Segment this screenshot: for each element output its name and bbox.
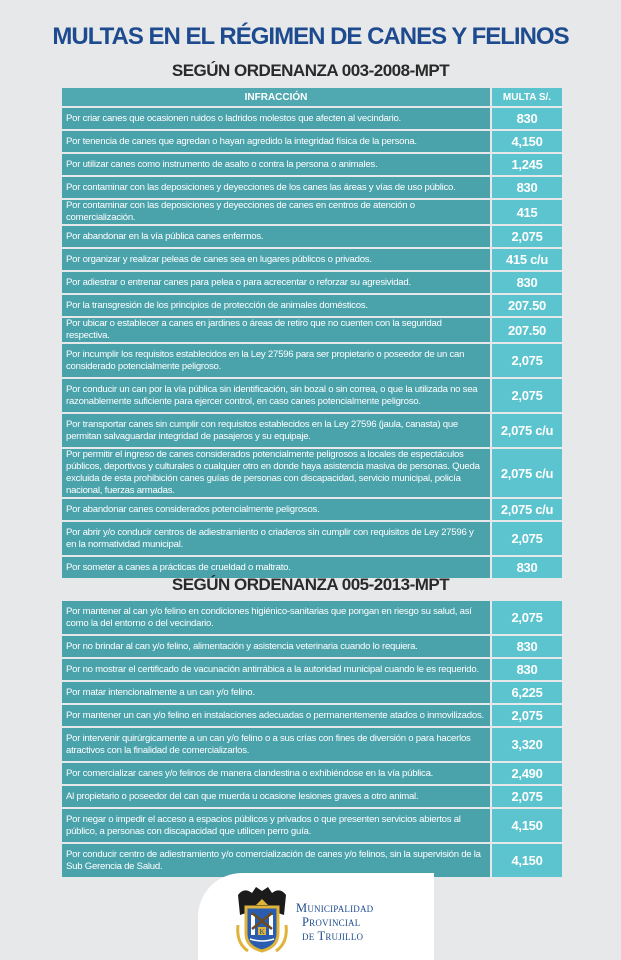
fine-amount: 415 — [491, 199, 563, 225]
table-row — [61, 635, 563, 658]
fine-amount: 1,245 — [491, 153, 563, 176]
infraction-text: Por matar intencionalmente a un can y/o felino. — [61, 681, 491, 704]
infraction-text: Por abrir y/o conducir centros de adiestramiento o criaderos sin cumplir con requisitos de Ley 27596 y en la normatividad municipal. — [61, 521, 491, 556]
fine-amount: 2,075 — [491, 600, 563, 635]
infraction-text: Por contaminar con las deposiciones y deyecciones de canes en centros de atención o comercialización. — [61, 199, 491, 225]
fine-amount: 2,075 — [491, 343, 563, 378]
table-row — [61, 448, 563, 498]
table-row — [61, 107, 563, 130]
fine-amount: 2,075 — [491, 378, 563, 413]
infraction-text: Por intervenir quirúrgicamente a un can y/o felino o a sus crías con fines de diversión o para hacerlos atractivos con la finalidad de comercializarlos. — [61, 727, 491, 762]
table-row — [61, 225, 563, 248]
logo-line1: Municipalidad — [296, 901, 374, 915]
fine-amount: 830 — [491, 556, 563, 579]
infraction-text: Por incumplir los requisitos establecidos en la Ley 27596 para ser propietario o poseedor de un can considerado potencialmente peligroso. — [61, 343, 491, 378]
table-row — [61, 176, 563, 199]
infraction-text: Por no brindar al can y/o felino, alimentación y asistencia veterinaria cuando lo requiera. — [61, 635, 491, 658]
infraction-text: Por comercializar canes y/o felinos de manera clandestina o exhibiéndose en la vía pública. — [61, 762, 491, 785]
table-row — [61, 521, 563, 556]
section2-heading — [0, 574, 621, 596]
fine-amount: 2,075 — [491, 704, 563, 727]
fine-amount: 207.50 — [491, 317, 563, 343]
infraction-text: Por conducir centro de adiestramiento y/o comercialización de canes y/o felinos, sin la supervisión de la Sub Gerencia de Salud. — [61, 843, 491, 878]
table-row — [61, 248, 563, 271]
fine-amount: 2,075 — [491, 225, 563, 248]
fine-amount: 830 — [491, 271, 563, 294]
section2-heading-text: SEGÚN ORDENANZA 005-2013-MPT — [171, 575, 450, 594]
coat-of-arms-icon — [234, 885, 290, 955]
table-row — [61, 785, 563, 808]
fines-table-2013 — [60, 599, 564, 879]
fine-amount: 830 — [491, 658, 563, 681]
infraction-text: Por mantener un can y/o felino en instalaciones adecuadas o permanentemente atados o inmovilizados. — [61, 704, 491, 727]
infraction-text: Por mantener al can y/o felino en condiciones higiénico-sanitarias que pongan en riesgo su salud, así como la del entorno o del vecindario. — [61, 600, 491, 635]
fine-amount: 415 c/u — [491, 248, 563, 271]
table-row — [61, 378, 563, 413]
infraction-text: Por tenencia de canes que agredan o hayan agredido la integridad física de la persona. — [61, 130, 491, 153]
fine-amount: 2,490 — [491, 762, 563, 785]
table-row — [61, 294, 563, 317]
table-row — [61, 762, 563, 785]
page-title-text: MULTAS EN EL RÉGIMEN DE CANES Y FELINOS — [52, 23, 569, 50]
logo-line3: de Trujillo — [302, 929, 364, 943]
page-title — [0, 22, 621, 52]
section1-heading — [0, 60, 621, 82]
column-header-infraccion: INFRACCIÓN — [61, 87, 491, 107]
logo-line2: Provincial — [302, 915, 361, 929]
fine-amount: 207.50 — [491, 294, 563, 317]
infraction-text: Por transportar canes sin cumplir con requisitos establecidos en la Ley 27596 (jaula, canasta) que permitan salvaguardar integridad de pasajeros y su equipaje. — [61, 413, 491, 448]
infraction-text: Por abandonar canes considerados potencialmente peligrosos. — [61, 498, 491, 521]
table-row — [61, 343, 563, 378]
infraction-text: Por la transgresión de los principios de protección de animales domésticos. — [61, 294, 491, 317]
table-row — [61, 130, 563, 153]
municipality-logo — [198, 873, 434, 960]
fine-amount: 3,320 — [491, 727, 563, 762]
infraction-text: Por negar o impedir el acceso a espacios públicos y privados o que presenten servicios abiertos al público, a personas con discapacidad que utilicen perro guía. — [61, 808, 491, 843]
fine-amount: 4,150 — [491, 843, 563, 878]
table-row — [61, 704, 563, 727]
fine-amount: 830 — [491, 635, 563, 658]
infraction-text: Por abandonar en la vía pública canes enfermos. — [61, 225, 491, 248]
fine-amount: 830 — [491, 176, 563, 199]
table-row — [61, 681, 563, 704]
table-row — [61, 413, 563, 448]
section1-heading-text: SEGÚN ORDENANZA 003-2008-MPT — [171, 61, 450, 80]
table-row — [61, 808, 563, 843]
fine-amount: 830 — [491, 107, 563, 130]
fine-amount: 4,150 — [491, 808, 563, 843]
table-row — [61, 271, 563, 294]
fines-table-2008 — [60, 86, 564, 580]
column-header-multa: MULTA S/. — [491, 87, 563, 107]
infraction-text: Por utilizar canes como instrumento de asalto o contra la persona o animales. — [61, 153, 491, 176]
crest-letter: K — [259, 928, 265, 936]
fine-amount: 4,150 — [491, 130, 563, 153]
table-row — [61, 317, 563, 343]
table-row — [61, 600, 563, 635]
fine-amount: 2,075 c/u — [491, 498, 563, 521]
infraction-text: Por ubicar o establecer a canes en jardines o áreas de retiro que no cuenten con la seguridad respectiva. — [61, 317, 491, 343]
infraction-text: Por conducir un can por la vía pública sin identificación, sin bozal o sin correa, o que la utilizada no sea razonablemente suficiente para ejercer control, en caso canes potencialmente peligroso. — [61, 378, 491, 413]
infraction-text: Por no mostrar el certificado de vacunación antirrábica a la autoridad municipal cuando le es requerido. — [61, 658, 491, 681]
fine-amount: 2,075 c/u — [491, 448, 563, 498]
table-row — [61, 498, 563, 521]
infraction-text: Por contaminar con las deposiciones y deyecciones de los canes las áreas y vías de uso público. — [61, 176, 491, 199]
table-row — [61, 727, 563, 762]
infraction-text: Por organizar y realizar peleas de canes sea en lugares públicos o privados. — [61, 248, 491, 271]
fine-amount: 6,225 — [491, 681, 563, 704]
infraction-text: Por permitir el ingreso de canes considerados potencialmente peligrosos a locales de espectáculos públicos, deportivos y culturales o cualquier otro en donde haya asistencia masiva de personas. Queda excluida de esta prohibición canes guías de personas con discapacidad, servicio municipal, policía nacional, fuerzas armadas. — [61, 448, 491, 498]
infraction-text: Al propietario o poseedor del can que muerda u ocasione lesiones graves a otro animal. — [61, 785, 491, 808]
fine-amount: 2,075 c/u — [491, 413, 563, 448]
infraction-text: Por adiestrar o entrenar canes para pelea o para acrecentar o reforzar su agresividad. — [61, 271, 491, 294]
infraction-text: Por criar canes que ocasionen ruidos o ladridos molestos que afecten al vecindario. — [61, 107, 491, 130]
table-row — [61, 658, 563, 681]
municipality-name — [296, 901, 373, 943]
table-row — [61, 199, 563, 225]
table-row — [61, 153, 563, 176]
fine-amount: 2,075 — [491, 785, 563, 808]
fine-amount: 2,075 — [491, 521, 563, 556]
infraction-text: Por someter a canes a prácticas de crueldad o maltrato. — [61, 556, 491, 579]
